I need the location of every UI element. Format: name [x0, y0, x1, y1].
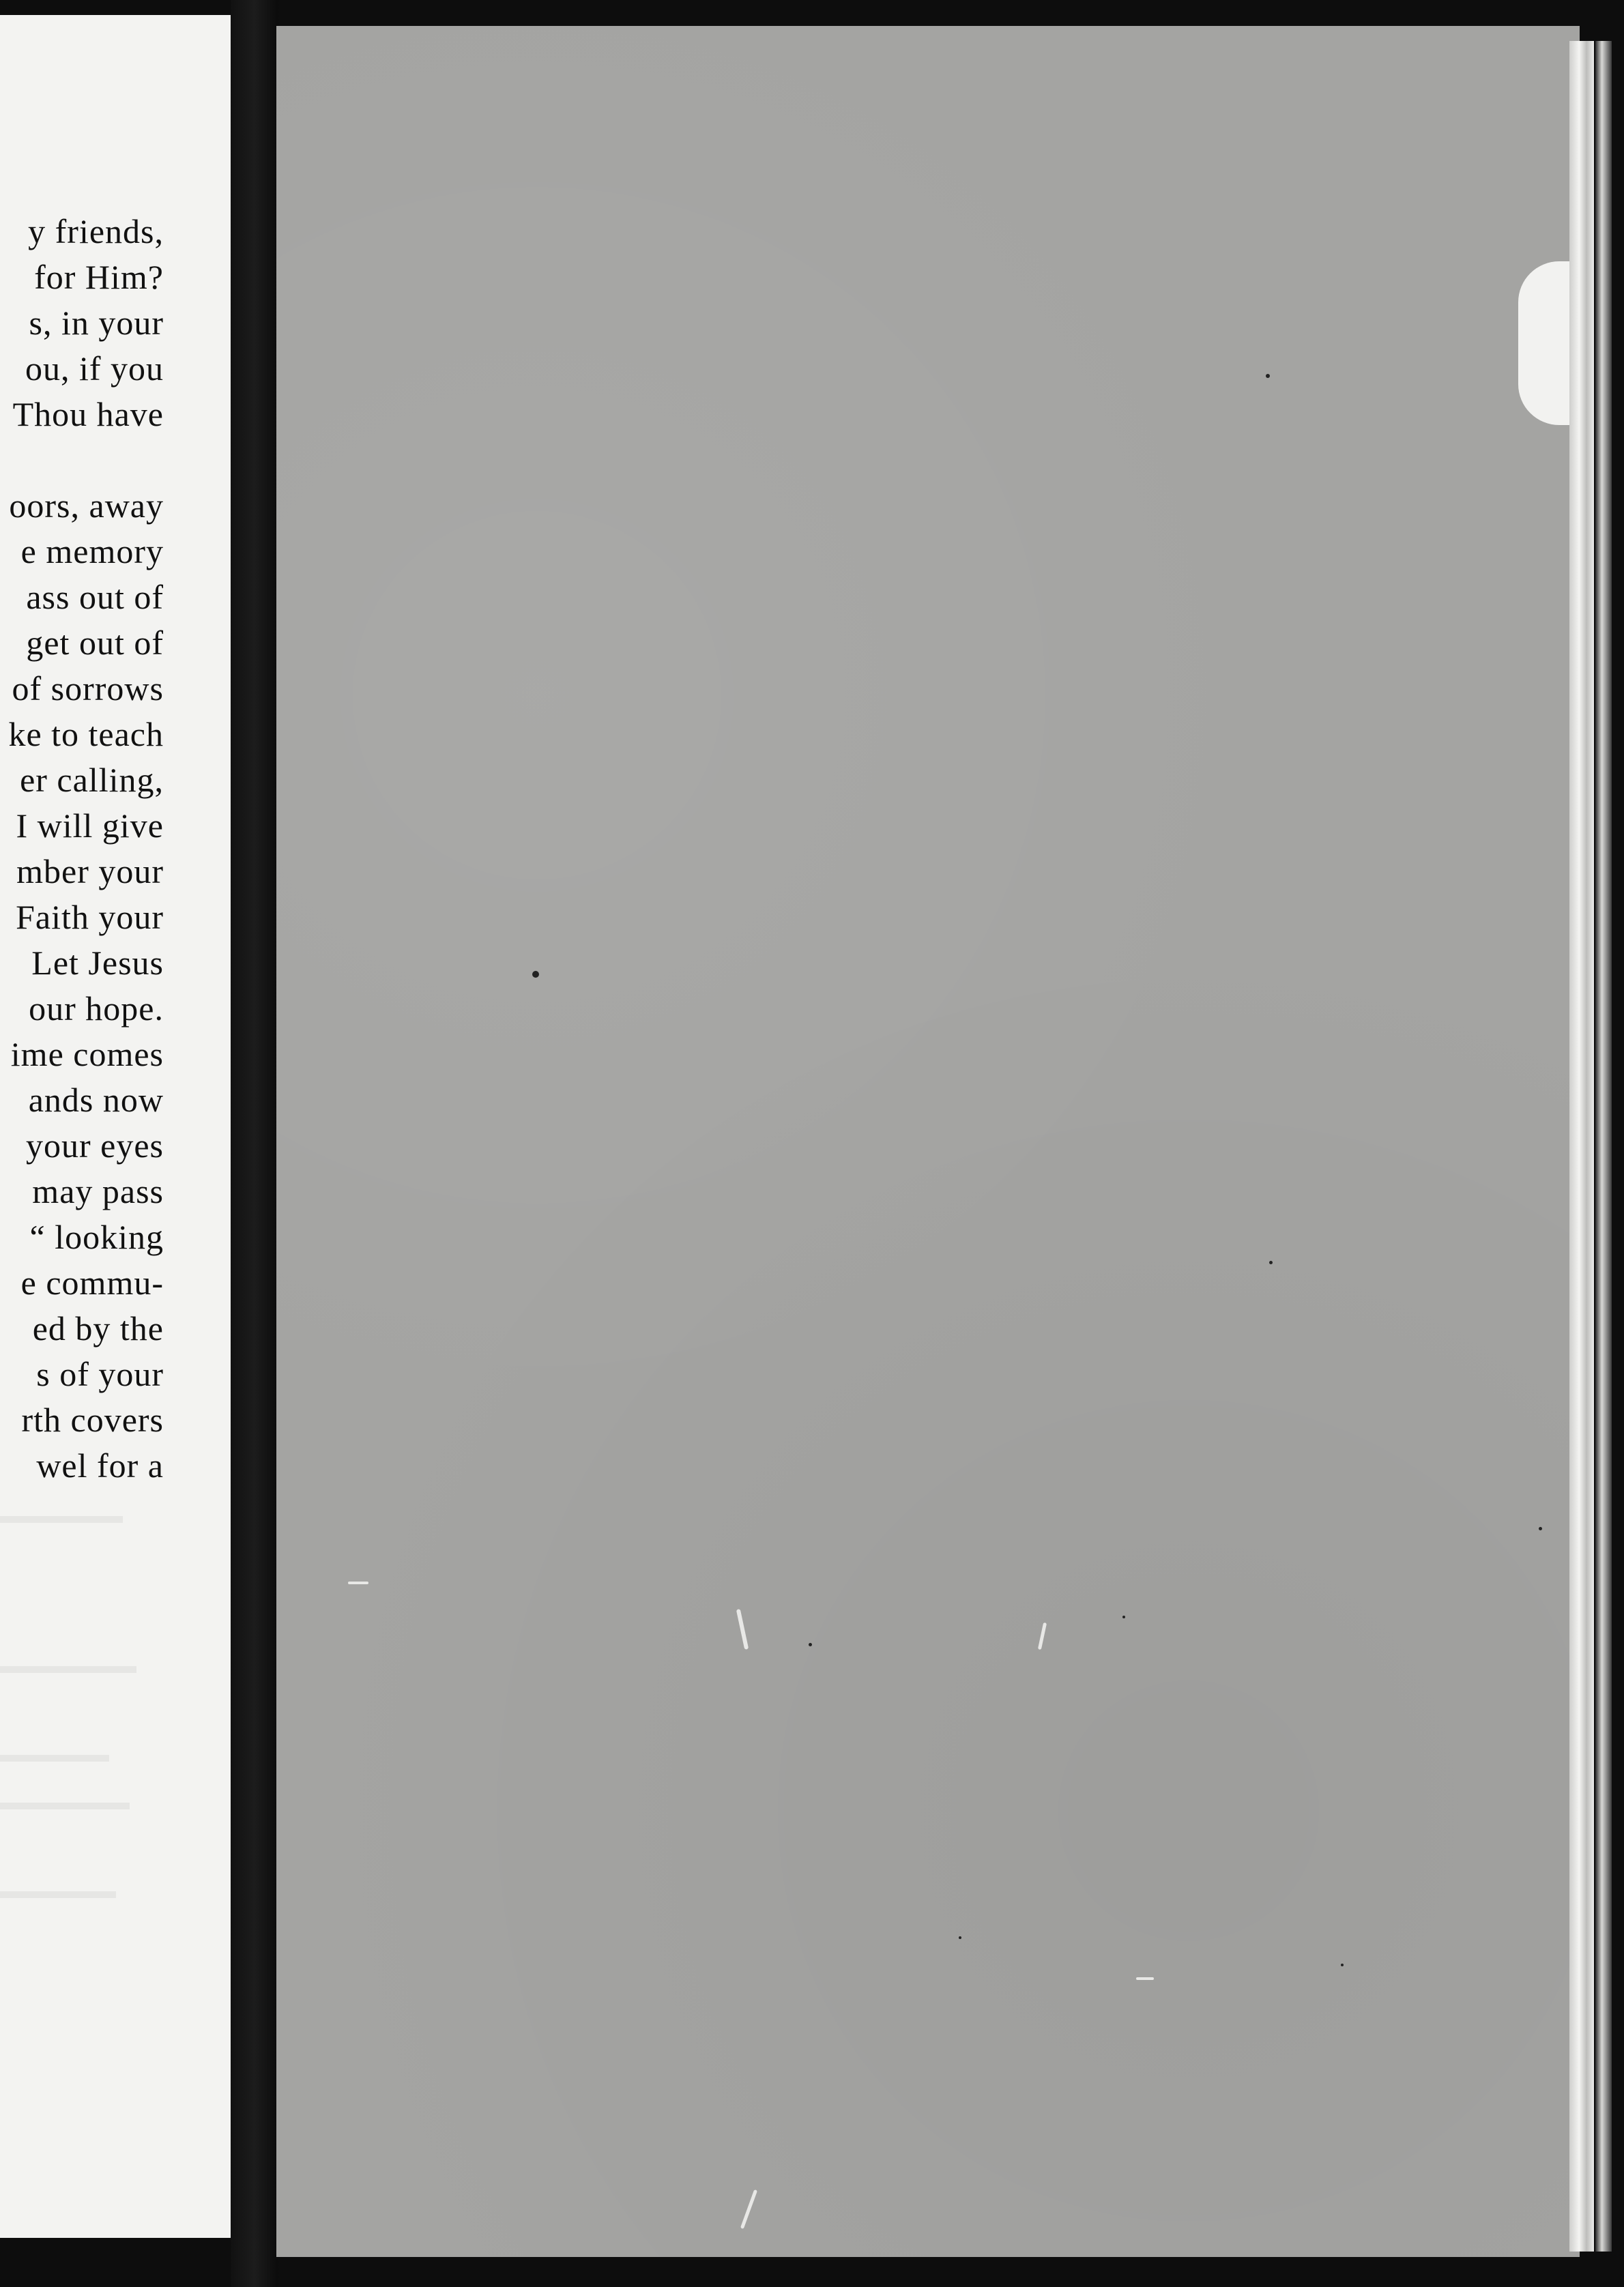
text-line: s of your: [36, 1355, 164, 1393]
text-line: e commu-: [20, 1264, 164, 1302]
text-line: ime comes: [10, 1035, 164, 1073]
bleed-through-mark: [0, 1666, 136, 1673]
text-line: er calling,: [20, 761, 164, 799]
text-line: for Him?: [34, 258, 164, 296]
page-edges: [1569, 41, 1594, 2252]
book-cover-edge: [1595, 41, 1612, 2252]
text-line: I will give: [16, 806, 164, 845]
left-page-text: [0, 209, 164, 1489]
paper-speck: [1269, 1261, 1273, 1264]
paper-speck: [1266, 374, 1270, 378]
paper-scratch: [740, 2189, 757, 2229]
text-line: ou, if you: [25, 349, 164, 388]
text-line: e memory: [20, 532, 164, 570]
paper-speck: [1122, 1616, 1125, 1618]
bleed-through-mark: [0, 1755, 109, 1762]
text-line: ke to teach: [8, 715, 164, 753]
text-line: wel for a: [36, 1446, 164, 1485]
text-line: may pass: [32, 1172, 164, 1210]
paper-scratch: [736, 1609, 749, 1650]
paper-speck: [1341, 1964, 1344, 1966]
text-line: Thou have: [12, 395, 164, 433]
right-blank-page: [276, 26, 1580, 2257]
paper-scratch: [348, 1582, 368, 1584]
paper-speck: [959, 1936, 961, 1939]
bleed-through-mark: [0, 1891, 116, 1898]
text-line: ands now: [28, 1081, 164, 1119]
text-line: our hope.: [29, 989, 164, 1028]
paper-speck: [809, 1643, 812, 1646]
paper-scratch: [1038, 1622, 1047, 1650]
text-line: Faith your: [16, 898, 164, 936]
text-line: s, in your: [29, 304, 164, 342]
bleed-through-mark: [0, 1516, 123, 1523]
left-page: [0, 15, 231, 2238]
paper-speck: [532, 971, 539, 978]
bleed-through-mark: [0, 1803, 130, 1809]
book-gutter: [231, 0, 278, 2287]
text-line: mber your: [16, 852, 164, 890]
text-line: rth covers: [21, 1401, 164, 1439]
text-line: Let Jesus: [31, 944, 164, 982]
text-line: y friends,: [28, 212, 164, 250]
text-line: of sorrows: [12, 669, 164, 708]
text-line: ass out of: [26, 578, 164, 616]
text-line: get out of: [26, 624, 164, 662]
text-line: “ looking: [29, 1218, 164, 1256]
text-line: your eyes: [26, 1126, 164, 1165]
text-line: ed by the: [32, 1309, 164, 1348]
paper-scratch: [1136, 1977, 1154, 1980]
text-line: oors, away: [9, 486, 164, 525]
paper-speck: [1539, 1527, 1542, 1530]
